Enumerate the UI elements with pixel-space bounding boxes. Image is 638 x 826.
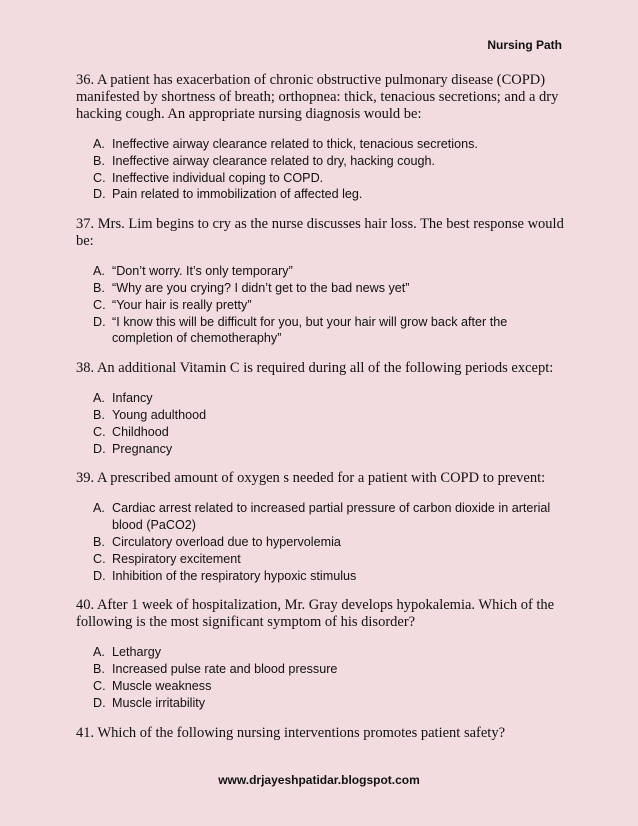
option-letter: D. — [93, 568, 106, 583]
option-item — [76, 390, 566, 407]
option-letter: A. — [93, 645, 105, 660]
option-letter: D. — [93, 187, 106, 202]
option-text: Lethargy — [112, 645, 162, 660]
option-text: Young adulthood — [112, 407, 207, 422]
option-item — [76, 136, 566, 153]
option-text: Ineffective airway clearance related to thick, tenacious secretions. — [112, 137, 478, 151]
option-letter: A. — [93, 501, 105, 516]
option-list — [76, 644, 566, 711]
option-item — [76, 186, 566, 203]
option-text: Infancy — [112, 391, 153, 406]
option-letter: A. — [93, 391, 105, 406]
option-letter: B. — [93, 153, 105, 168]
question-text: 37. Mrs. Lim begins to cry as the nurse discusses hair loss. The best response would be: — [76, 216, 564, 250]
option-letter: B. — [93, 407, 105, 422]
question-block — [76, 470, 566, 584]
option-item — [76, 568, 566, 585]
option-text: Circulatory overload due to hypervolemia — [112, 534, 341, 549]
option-text: Ineffective airway clearance related to dry, hacking cough. — [112, 153, 435, 168]
option-item — [76, 678, 566, 695]
option-text: Increased pulse rate and blood pressure — [112, 662, 338, 677]
option-item — [76, 170, 566, 187]
option-text: “Don’t worry. It’s only temporary” — [112, 264, 293, 279]
option-item — [76, 441, 566, 458]
question-block — [76, 216, 566, 347]
option-item — [76, 424, 566, 441]
option-letter: D. — [93, 314, 106, 329]
option-list — [76, 136, 566, 203]
option-text: “Why are you crying? I didn’t get to the bad news yet” — [112, 280, 410, 295]
option-letter: B. — [93, 534, 105, 549]
question-text: 39. A prescribed amount of oxygen s needed for a patient with COPD to prevent: — [76, 470, 546, 487]
footer-url: www.drjayeshpatidar.blogspot.com — [218, 773, 420, 787]
option-letter: D. — [93, 695, 106, 710]
option-text: Muscle weakness — [112, 678, 212, 693]
question-text: 38. An additional Vitamin C is required during all of the following periods except: — [76, 360, 554, 377]
option-letter: C. — [93, 678, 106, 693]
question-text: 41. Which of the following nursing interventions promotes patient safety? — [76, 724, 506, 741]
option-item — [76, 661, 566, 678]
option-text: Cardiac arrest related to increased partial pressure of carbon dioxide in arterial blood (PaCO2) — [112, 501, 551, 533]
question-block — [76, 360, 566, 457]
option-letter: D. — [93, 441, 106, 456]
page-header-title: Nursing Path — [487, 38, 562, 52]
option-item — [76, 297, 566, 314]
option-item — [76, 314, 566, 348]
option-letter: C. — [93, 551, 106, 566]
question-block — [76, 725, 566, 742]
option-item — [76, 644, 566, 661]
question-block — [76, 72, 566, 203]
question-text: 40. After 1 week of hospitalization, Mr. Gray develops hypokalemia. Which of the following is the most significant symptom of his disorder? — [76, 597, 555, 631]
question-text: 36. A patient has exacerbation of chronic obstructive pulmonary disease (COPD) manifested by shortness of breath; orthopnea: thick, tenacious secretions; and a dry hacking cough. An appropriate nursing diagnosis would be: — [76, 72, 559, 122]
option-text: “Your hair is really pretty” — [112, 297, 252, 312]
option-item — [76, 534, 566, 551]
option-letter: A. — [93, 137, 105, 151]
option-text: Pain related to immobilization of affected leg. — [112, 187, 363, 202]
option-text: Ineffective individual coping to COPD. — [112, 170, 324, 185]
question-block — [76, 597, 566, 711]
option-item — [76, 280, 566, 297]
option-letter: C. — [93, 170, 106, 185]
option-letter: A. — [93, 264, 105, 279]
option-item — [76, 551, 566, 568]
question-list — [76, 72, 566, 755]
option-letter: C. — [93, 297, 106, 312]
option-item — [76, 695, 566, 712]
option-letter: B. — [93, 662, 105, 677]
option-text: Inhibition of the respiratory hypoxic stimulus — [112, 568, 357, 583]
option-text: Muscle irritability — [112, 695, 206, 710]
option-list — [76, 263, 566, 347]
option-text: Pregnancy — [112, 441, 173, 456]
option-letter: B. — [93, 280, 105, 295]
option-text: Childhood — [112, 424, 169, 439]
option-text: Respiratory excitement — [112, 551, 241, 566]
option-item — [76, 153, 566, 170]
option-item — [76, 263, 566, 280]
option-text: “I know this will be difficult for you, but your hair will grow back after the completion of chemotheraphy” — [112, 314, 508, 346]
option-item — [76, 407, 566, 424]
option-letter: C. — [93, 424, 106, 439]
option-list — [76, 500, 566, 584]
option-list — [76, 390, 566, 457]
option-item — [76, 500, 566, 534]
